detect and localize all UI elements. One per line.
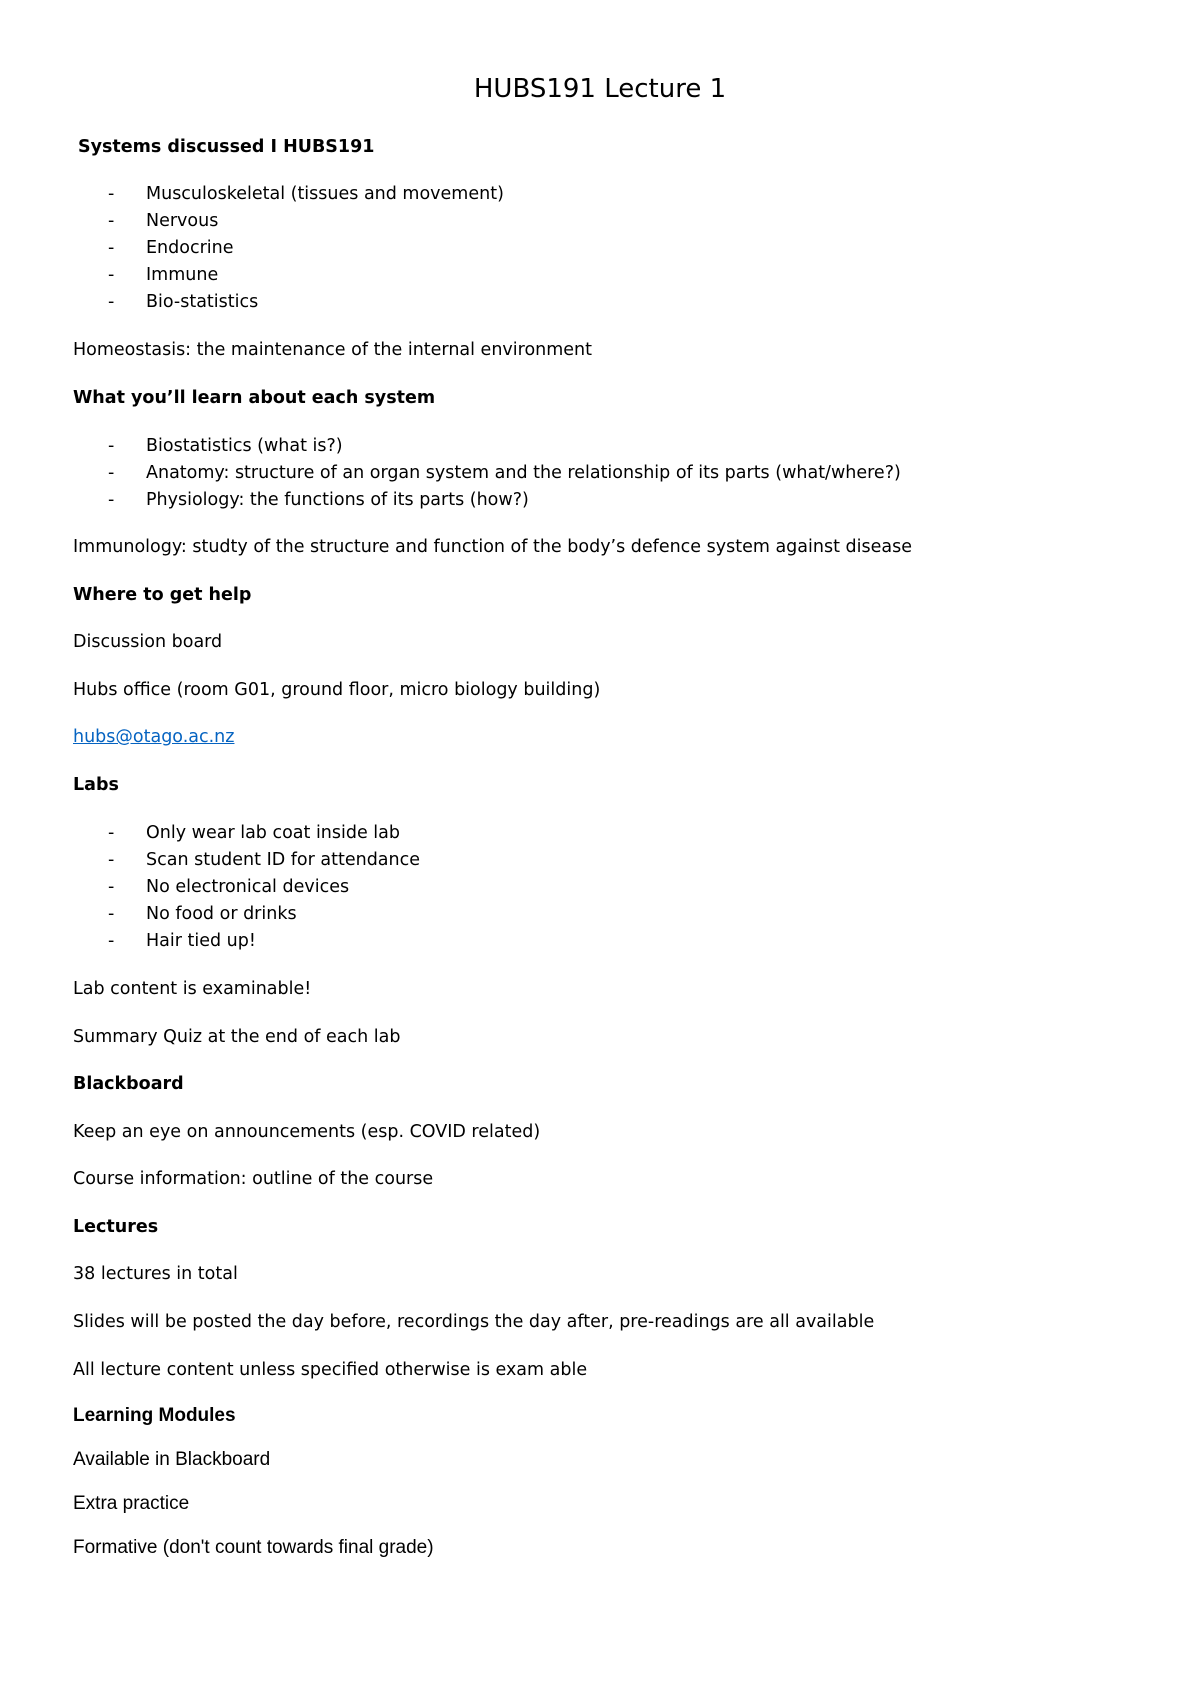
bullet-dash: - [108, 904, 115, 924]
learn-heading: What you’ll learn about each system [73, 388, 436, 408]
summary-quiz-text: Summary Quiz at the end of each lab [73, 1027, 401, 1047]
slides-text: Slides will be posted the day before, recordings the day after, pre-readings are all available [73, 1312, 875, 1332]
list-item-text: Scan student ID for attendance [146, 850, 421, 870]
bullet-dash: - [108, 211, 115, 231]
list-item-text: Immune [146, 265, 219, 285]
page-title: HUBS191 Lecture 1 [473, 74, 727, 104]
learning-modules-heading: Learning Modules [73, 1405, 236, 1426]
bullet-dash: - [108, 436, 115, 456]
list-item-text: No electronical devices [146, 877, 350, 897]
list-item [108, 436, 343, 457]
announcements-text: Keep an eye on announcements (esp. COVID related) [73, 1122, 541, 1142]
bullet-dash: - [108, 238, 115, 258]
lectures-heading: Lectures [73, 1217, 159, 1237]
homeostasis-text: Homeostasis: the maintenance of the internal environment [73, 340, 593, 360]
list-item-text: Bio-statistics [146, 292, 259, 312]
list-item [108, 877, 349, 898]
list-item-text: Physiology: the functions of its parts (how?) [146, 490, 529, 510]
list-item [108, 823, 400, 844]
list-item [108, 490, 529, 511]
lab-examinable-text: Lab content is examinable! [73, 979, 312, 999]
modules-available-text: Available in Blackboard [73, 1449, 271, 1470]
list-item [108, 211, 218, 232]
list-item [108, 850, 420, 871]
list-item [108, 292, 258, 313]
bullet-dash: - [108, 292, 115, 312]
bullet-dash: - [108, 463, 115, 483]
lecture-content-text: All lecture content unless specified otherwise is exam able [73, 1360, 588, 1380]
bullet-dash: - [108, 850, 115, 870]
discussion-board-text: Discussion board [73, 632, 223, 652]
labs-heading: Labs [73, 775, 119, 795]
lectures-total-text: 38 lectures in total [73, 1264, 238, 1284]
course-info-text: Course information: outline of the course [73, 1169, 434, 1189]
bullet-dash: - [108, 823, 115, 843]
list-item-text: No food or drinks [146, 904, 297, 924]
list-item [108, 238, 234, 259]
list-item-text: Anatomy: structure of an organ system and the relationship of its parts (what/where?) [146, 463, 901, 483]
list-item [108, 184, 504, 205]
hubs-office-text: Hubs office (room G01, ground floor, micro biology building) [73, 680, 601, 700]
list-item [108, 904, 297, 925]
blackboard-heading: Blackboard [73, 1074, 184, 1094]
formative-text: Formative (don't count towards final grade) [73, 1537, 434, 1558]
list-item [108, 931, 256, 952]
list-item-text: Biostatistics (what is?) [146, 436, 343, 456]
help-heading: Where to get help [73, 585, 252, 605]
bullet-dash: - [108, 931, 115, 951]
email-link[interactable]: hubs@otago.ac.nz [73, 727, 235, 747]
list-item [108, 463, 901, 484]
list-item-text: Only wear lab coat inside lab [146, 823, 401, 843]
bullet-dash: - [108, 490, 115, 510]
immunology-text: Immunology: studty of the structure and function of the body’s defence system against disease [73, 537, 912, 557]
systems-heading: Systems discussed I HUBS191 [78, 137, 375, 157]
list-item-text: Musculoskeletal (tissues and movement) [146, 184, 504, 204]
list-item-text: Endocrine [146, 238, 234, 258]
list-item [108, 265, 218, 286]
list-item-text: Hair tied up! [146, 931, 256, 951]
bullet-dash: - [108, 877, 115, 897]
list-item-text: Nervous [146, 211, 219, 231]
bullet-dash: - [108, 184, 115, 204]
extra-practice-text: Extra practice [73, 1493, 190, 1514]
bullet-dash: - [108, 265, 115, 285]
